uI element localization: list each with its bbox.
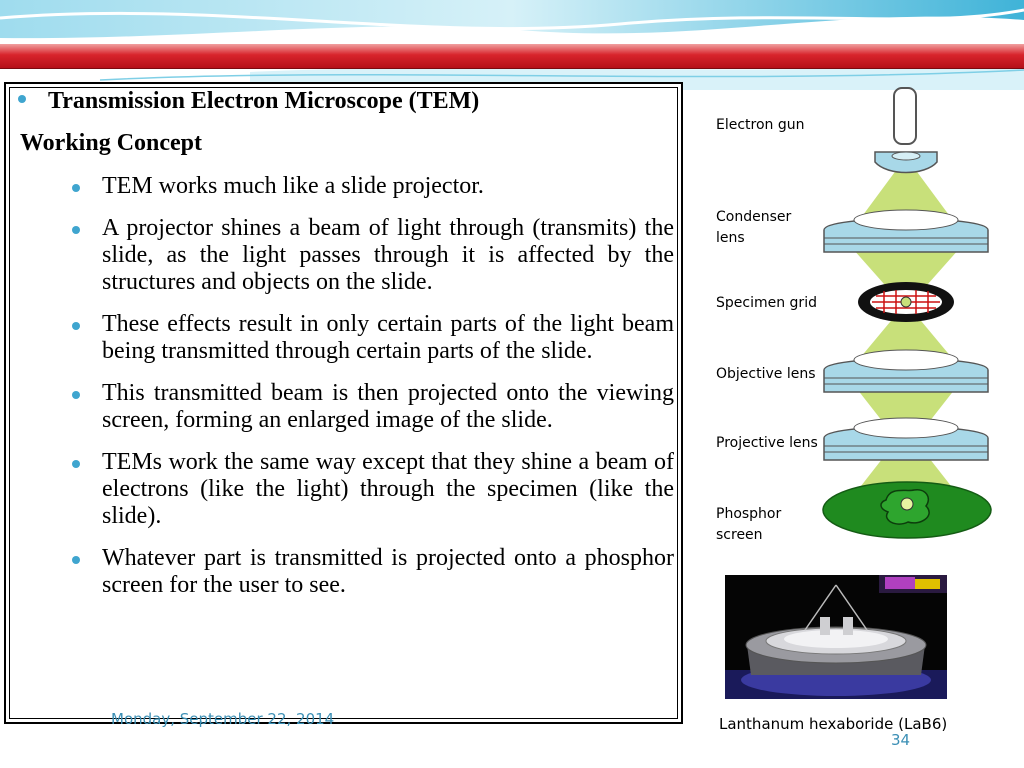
list-item [72, 173, 674, 200]
header-red-bar [0, 43, 1024, 69]
bullet-dot-icon [72, 460, 80, 468]
bullet-text: Whatever part is transmitted is projected onto a phosphor screen for the user to see. [102, 545, 674, 598]
label-condenser-lens-line2: lens [716, 230, 745, 246]
label-condenser-lens-line1: Condenser [716, 209, 792, 225]
bullet-text: A projector shines a beam of light through (transmits) the slide, as the light passes through it is affected by the structures and objects on the slide. [102, 215, 674, 295]
footer-date: Monday, September 22, 2014 [111, 710, 335, 728]
bullet-text: TEM works much like a slide projector. [102, 173, 484, 199]
list-item [72, 449, 674, 530]
bullet-dot-icon [72, 391, 80, 399]
list-item [72, 545, 674, 599]
label-projective-lens: Projective lens [716, 435, 818, 451]
bullet-dot-icon [72, 322, 80, 330]
bullet-text: This transmitted beam is then projected onto the viewing screen, forming an enlarged image of the slide. [102, 380, 674, 433]
lab6-photo [725, 575, 947, 699]
label-specimen-grid: Specimen grid [716, 295, 817, 311]
label-objective-lens: Objective lens [716, 366, 816, 382]
label-phosphor-screen-line2: screen [716, 527, 763, 543]
lab6-photo-graphic [725, 575, 947, 699]
slide-title [18, 88, 479, 115]
label-electron-gun: Electron gun [716, 117, 805, 133]
bullet-dot-icon [18, 95, 26, 103]
tem-diagram-graphic [700, 80, 1024, 560]
bullet-text: TEMs work the same way except that they shine a beam of electrons (like the light) through the specimen (like the slide). [102, 449, 674, 529]
page-number: 34 [891, 731, 911, 749]
list-item [72, 380, 674, 434]
condenser-lens-icon [824, 210, 988, 252]
phosphor-screen-icon [823, 482, 991, 538]
bullet-dot-icon [72, 184, 80, 192]
photo-caption: Lanthanum hexaboride (LaB6) [719, 715, 948, 733]
slide-subtitle: Working Concept [20, 130, 203, 156]
slide-title-text: Transmission Electron Microscope (TEM) [48, 88, 480, 114]
electron-gun-icon [894, 88, 916, 144]
label-phosphor-screen-line1: Phosphor [716, 506, 782, 522]
specimen-grid-icon [858, 282, 954, 322]
bullet-text: These effects result in only certain parts of the light beam being transmitted through certain parts of the slide. [102, 311, 674, 364]
bullet-list [72, 173, 674, 614]
bullet-dot-icon [72, 556, 80, 564]
tem-diagram [700, 80, 1024, 560]
objective-lens-icon [824, 350, 988, 392]
list-item [72, 311, 674, 365]
bullet-dot-icon [72, 226, 80, 234]
projective-lens-icon [824, 418, 988, 460]
list-item [72, 215, 674, 296]
